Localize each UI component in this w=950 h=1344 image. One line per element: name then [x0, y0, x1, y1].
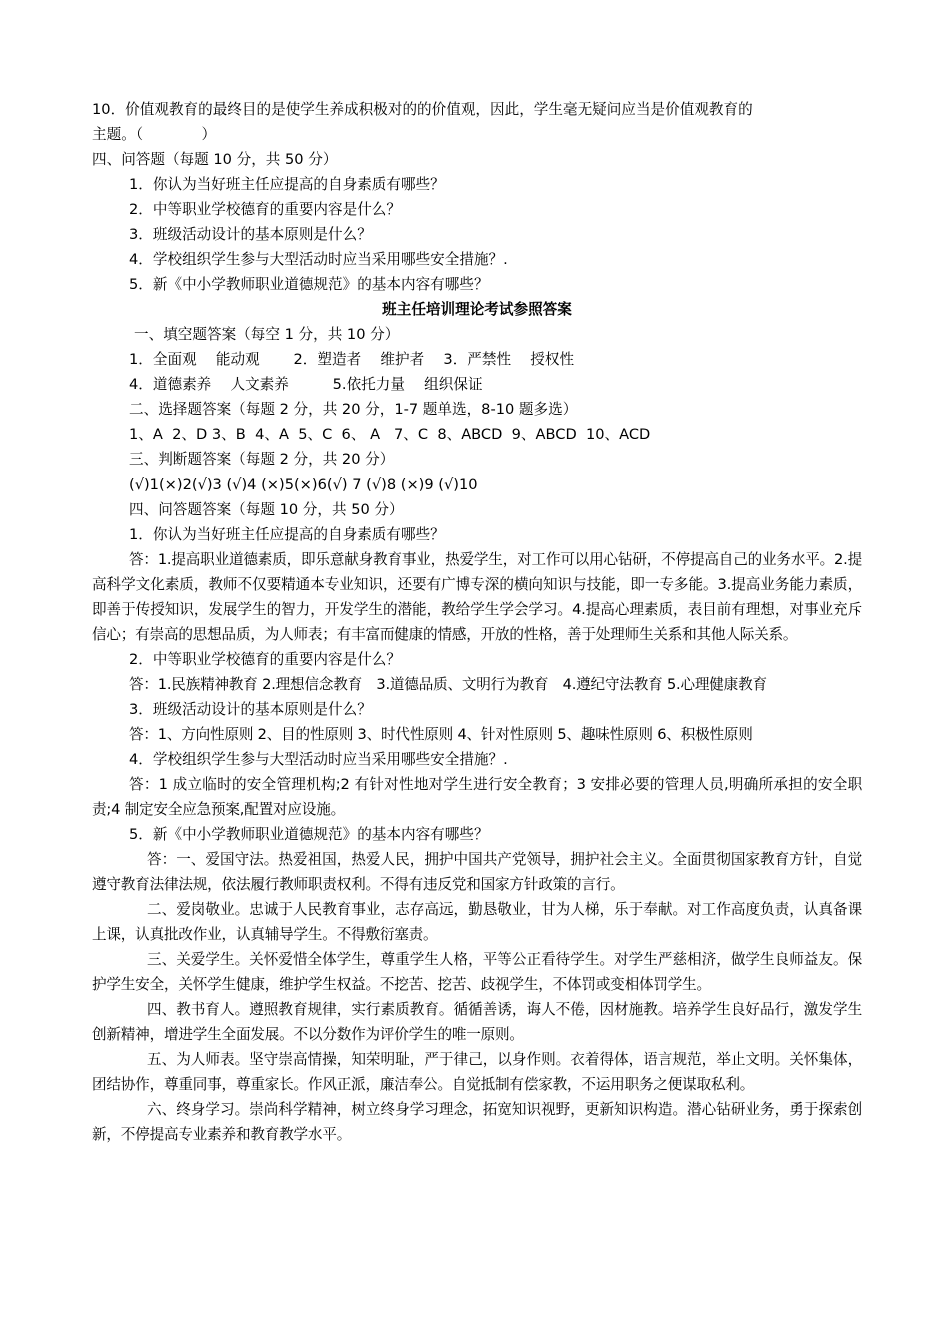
answer-question-2: 2．中等职业学校德育的重要内容是什么？: [129, 651, 401, 668]
answer-2-text: 答：1.民族精神教育 2.理想信念教育 3.道德品质、文明行为教育 4.遵纪守法教育 5.心理健康教育: [129, 676, 767, 693]
answer-question-5: 5．新《中小学教师职业道德规范》的基本内容有哪些？: [129, 826, 489, 843]
fill-answers-row-2: 4．道德素养 人文素养 5.依托力量 组织保证: [129, 376, 483, 393]
document-page: [92, 97, 862, 1147]
judge-answers-heading: 三、判断题答案（每题 2 分，共 20 分）: [129, 451, 395, 468]
judge-answers-row: (√)1(×)2(√)3 (√)4 (×)5(×)6(√) 7 (√)8 (×)9 (√)10: [129, 476, 478, 493]
question-10-line1: 10．价值观教育的最终目的是使学生养成积极对的的价值观，因此，学生毫无疑问应当是价值观教育的: [92, 101, 753, 118]
choice-answers-row: 1、A 2、D 3、B 4、A 5、C 6、 A 7、C 8、ABCD 9、ABCD 10、ACD: [129, 426, 651, 443]
answer-5-paragraph-2: 二、爱岗敬业。忠诚于人民教育事业，志存高远，勤恳敬业，甘为人梯，乐于奉献。对工作高度负责，认真备课上课，认真批改作业，认真辅导学生。不得敷衍塞责。: [92, 901, 862, 943]
answer-5-paragraph-6: 六、终身学习。崇尚科学精神，树立终身学习理念，拓宽知识视野，更新知识构造。潜心钻研业务，勇于探索创新，不停提高专业素养和教育教学水平。: [92, 1101, 862, 1143]
answer-5-paragraph-5: 五、为人师表。坚守崇高情操，知荣明耻，严于律己，以身作则。衣着得体，语言规范，举止文明。关怀集体，团结协作，尊重同事，尊重家长。作风正派，廉洁奉公。自觉抵制有偿家教，不运用职务之便谋取私利。: [92, 1051, 862, 1093]
fill-answers-heading: 一、填空题答案（每空 1 分，共 10 分）: [134, 326, 400, 343]
answer-3-text: 答：1、方向性原则 2、目的性原则 3、时代性原则 4、针对性原则 5、趣味性原则 6、积极性原则: [129, 726, 753, 743]
answer-question-4: 4．学校组织学生参与大型活动时应当采用哪些安全措施？.: [129, 751, 508, 768]
question-10-line2: 主题。（ ）: [92, 126, 217, 143]
answer-4-text: 答：1 成立临时的安全管理机构;2 有针对性地对学生进行安全教育；3 安排必要的管理人员,明确所承担的安全职责;4 制定安全应急预案,配置对应设施。: [92, 776, 862, 818]
answers-title: 班主任培训理论考试参照答案: [382, 301, 572, 318]
question-item: 1．你认为当好班主任应提高的自身素质有哪些？: [129, 176, 445, 193]
question-item: 2．中等职业学校德育的重要内容是什么？: [129, 201, 401, 218]
answer-question-3: 3．班级活动设计的基本原则是什么？: [129, 701, 372, 718]
answer-5-paragraph-4: 四、教书育人。遵照教育规律，实行素质教育。循循善诱，诲人不倦，因材施教。培养学生良好品行，激发学生创新精神，增进学生全面发展。不以分数作为评价学生的唯一原则。: [92, 1001, 862, 1043]
answer-5-paragraph-3: 三、关爱学生。关怀爱惜全体学生，尊重学生人格，平等公正看待学生。对学生严慈相济，做学生良师益友。保护学生安全，关怀学生健康，维护学生权益。不挖苦、挖苦、歧视学生，不体罚或变相体罚学生。: [92, 951, 862, 993]
question-item: 3．班级活动设计的基本原则是什么？: [129, 226, 372, 243]
fill-answers-row-1: 1．全面观 能动观 2．塑造者 维护者 3．严禁性 授权性: [129, 351, 575, 368]
qa-answers-heading: 四、问答题答案（每题 10 分，共 50 分）: [129, 501, 404, 518]
answer-1-text: 答：1.提高职业道德素质，即乐意献身教育事业，热爱学生，对工作可以用心钻研，不停提高自己的业务水平。2.提高科学文化素质，教师不仅要精通本专业知识，还要有广博专深的横向知识与技能，即一专多能。3.提高业务能力素质，即善于传授知识，发展学生的智力，开发学生的潜能，教给学生学会学习。4.提高心理素质，表目前有理想，对事业充斥信心；有崇高的思想品质，为人师表；有丰富而健康的情感，开放的性格，善于处理师生关系和其他人际关系。: [92, 551, 862, 643]
choice-answers-heading: 二、选择题答案（每题 2 分，共 20 分，1-7 题单选，8-10 题多选）: [129, 401, 578, 418]
answer-5-paragraph-1: 答：一、爱国守法。热爱祖国，热爱人民，拥护中国共产党领导，拥护社会主义。全面贯彻国家教育方针，自觉遵守教育法律法规，依法履行教师职责权利。不得有违反党和国家方针政策的言行。: [92, 851, 862, 893]
answer-question-1: 1．你认为当好班主任应提高的自身素质有哪些？: [129, 526, 445, 543]
section-4-title: 四、问答题（每题 10 分，共 50 分）: [92, 151, 338, 168]
question-item: 5．新《中小学教师职业道德规范》的基本内容有哪些？: [129, 276, 489, 293]
question-item: 4．学校组织学生参与大型活动时应当采用哪些安全措施？.: [129, 251, 508, 268]
